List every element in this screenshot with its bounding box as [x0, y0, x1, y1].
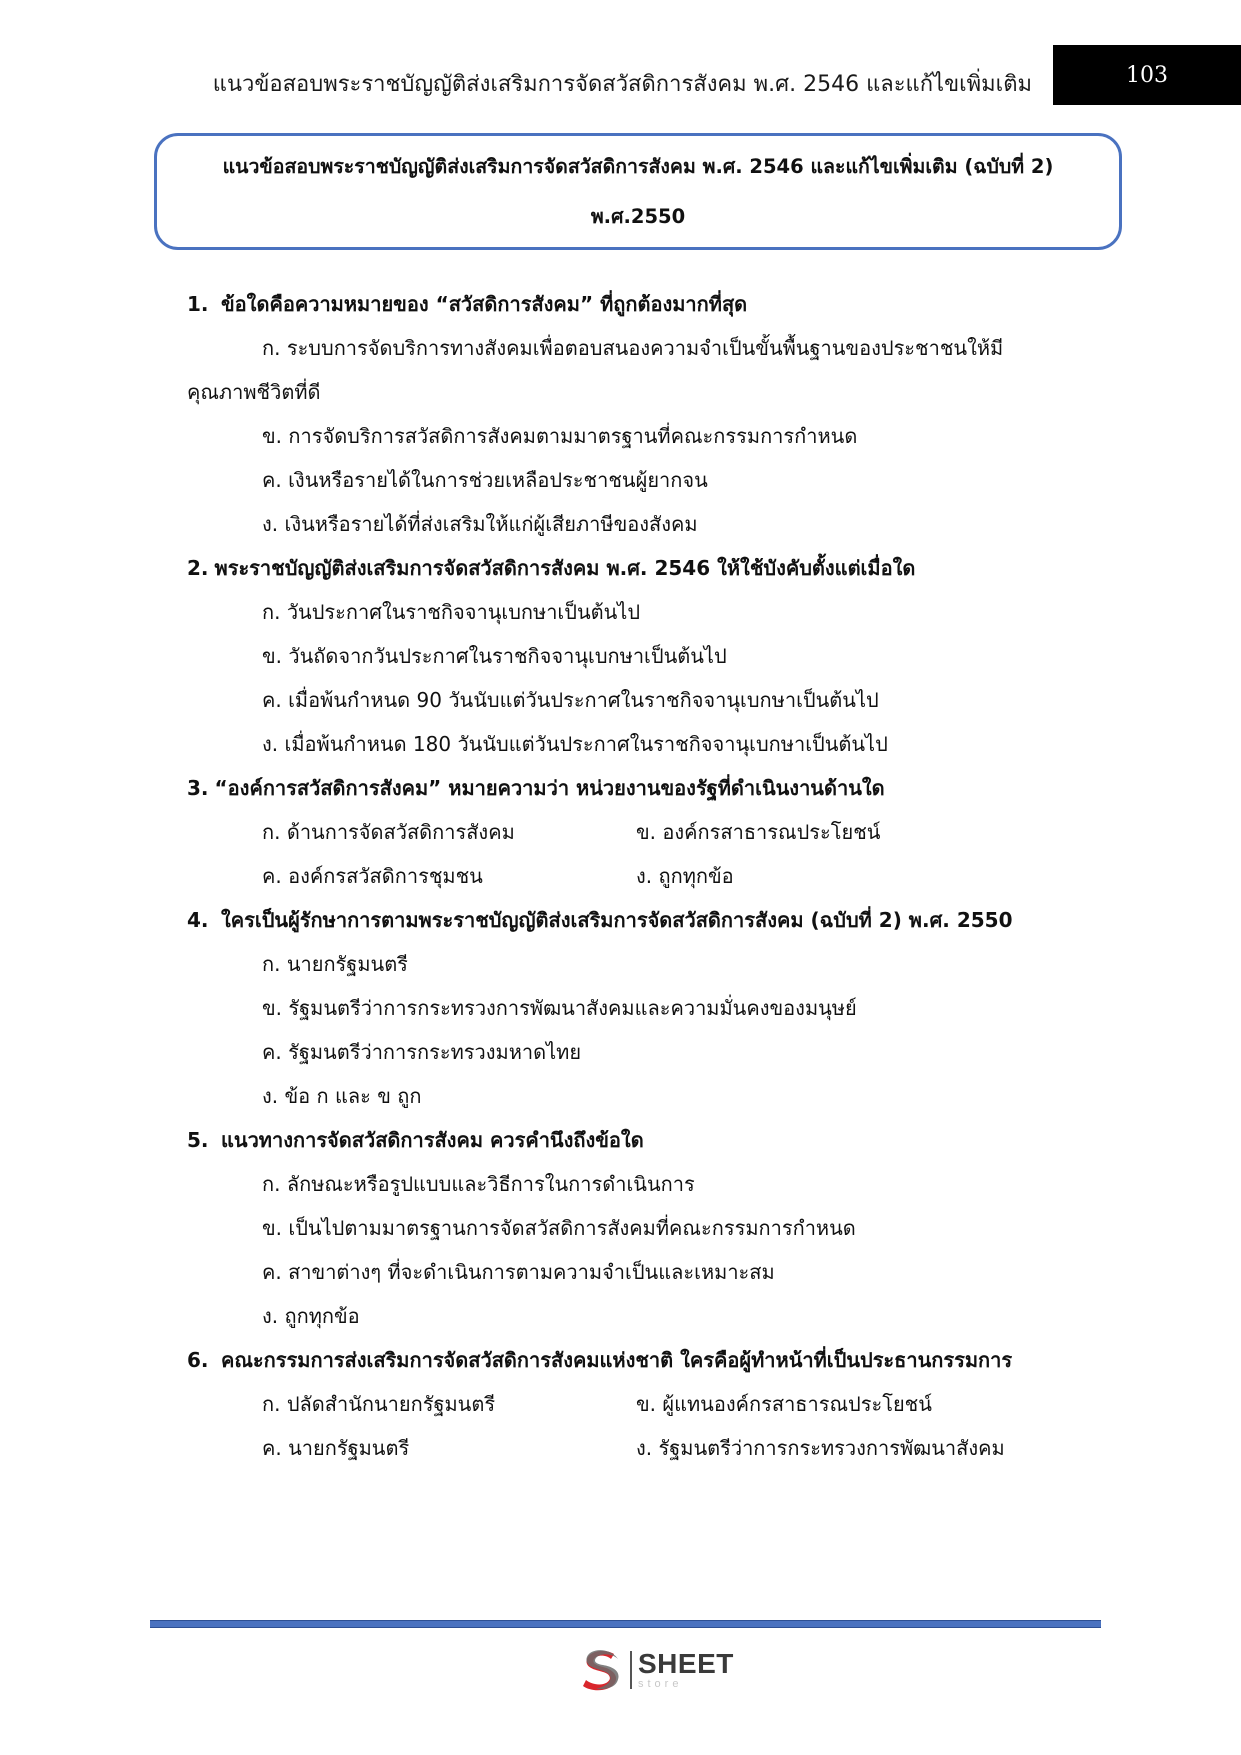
- title-line-1: แนวข้อสอบพระราชบัญญัติส่งเสริมการจัดสวัสดิการสังคม พ.ศ. 2546 และแก้ไขเพิ่มเติม (ฉบับที่ 2): [222, 154, 1054, 178]
- page-number: 103: [1126, 62, 1168, 88]
- option-b: ข. ผู้แทนองค์กรสาธารณประโยชน์: [636, 1392, 932, 1416]
- option-b: ข. วันถัดจากวันประกาศในราชกิจจานุเบกษาเป็นต้นไป: [262, 644, 727, 668]
- question-stem: ข้อใดคือความหมายของ “สวัสดิการสังคม” ที่ถูกต้องมากที่สุด: [221, 292, 748, 316]
- option-c: ค. สาขาต่างๆ ที่จะดำเนินการตามความจำเป็นและเหมาะสม: [262, 1260, 775, 1284]
- question-stem: พระราชบัญญัติส่งเสริมการจัดสวัสดิการสังคม พ.ศ. 2546 ให้ใช้บังคับตั้งแต่เมื่อใด: [214, 556, 916, 580]
- option-a: ก. วันประกาศในราชกิจจานุเบกษาเป็นต้นไป: [262, 600, 641, 624]
- question-6: [187, 1338, 1067, 1470]
- page-number-box: [1053, 45, 1241, 105]
- question-3: [187, 766, 1067, 898]
- option-c: ค. นายกรัฐมนตรี: [262, 1436, 410, 1460]
- option-row: [187, 1426, 1067, 1470]
- option-b: ข. องค์กรสาธารณประโยชน์: [636, 820, 881, 844]
- question-text: [187, 898, 1067, 942]
- title-line-2: พ.ศ.2550: [590, 204, 686, 228]
- title-box: [154, 133, 1122, 250]
- running-title: แนวข้อสอบพระราชบัญญัติส่งเสริมการจัดสวัสดิการสังคม พ.ศ. 2546 และแก้ไขเพิ่มเติม: [212, 72, 1032, 97]
- question-stem: แนวทางการจัดสวัสดิการสังคม ควรคำนึงถึงข้อใด: [221, 1128, 644, 1152]
- question-1: [187, 282, 1067, 546]
- option-d: ง. ถูกทุกข้อ: [262, 1304, 360, 1328]
- option-a: ก. ปลัดสำนักนายกรัฐมนตรี: [262, 1392, 496, 1416]
- question-number: 2.: [187, 556, 209, 580]
- question-stem: “องค์การสวัสดิการสังคม” หมายความว่า หน่วยงานของรัฐที่ดำเนินงานด้านใด: [214, 776, 885, 800]
- option-a-continuation: คุณภาพชีวิตที่ดี: [187, 380, 321, 404]
- option-b: ข. เป็นไปตามมาตรฐานการจัดสวัสดิการสังคมที่คณะกรรมการกำหนด: [262, 1216, 856, 1240]
- question-text: [187, 546, 1067, 590]
- question-stem: ใครเป็นผู้รักษาการตามพระราชบัญญัติส่งเสริมการจัดสวัสดิการสังคม (ฉบับที่ 2) พ.ศ. 2550: [221, 908, 1013, 932]
- option-a: ก. ด้านการจัดสวัสดิการสังคม: [262, 820, 515, 844]
- logo-subtext: store: [638, 1678, 683, 1690]
- option-c: ค. เมื่อพ้นกำหนด 90 วันนับแต่วันประกาศในราชกิจจานุเบกษาเป็นต้นไป: [262, 688, 879, 712]
- question-text: [187, 282, 1067, 326]
- option-d: ง. เงินหรือรายได้ที่ส่งเสริมให้แก่ผู้เสียภาษีของสังคม: [262, 512, 698, 536]
- sheetstore-s-logo-icon: [576, 1645, 626, 1695]
- question-number: 1.: [187, 292, 209, 316]
- sheetstore-logo: [576, 1644, 766, 1696]
- option-a: ก. ลักษณะหรือรูปแบบและวิธีการในการดำเนินการ: [262, 1172, 695, 1196]
- option-c: ค. รัฐมนตรีว่าการกระทรวงมหาดไทย: [262, 1040, 582, 1064]
- question-text: [187, 1338, 1067, 1382]
- question-text: [187, 766, 1067, 810]
- option-row: [187, 1382, 1067, 1426]
- option-b: ข. รัฐมนตรีว่าการกระทรวงการพัฒนาสังคมและความมั่นคงของมนุษย์: [262, 996, 857, 1020]
- question-number: 4.: [187, 908, 209, 932]
- question-number: 3.: [187, 776, 209, 800]
- question-number: 5.: [187, 1128, 209, 1152]
- option-row: [187, 810, 1067, 854]
- question-5: [187, 1118, 1067, 1338]
- question-number: 6.: [187, 1348, 209, 1372]
- option-c: ค. เงินหรือรายได้ในการช่วยเหลือประชาชนผู้ยากจน: [262, 468, 708, 492]
- option-d: ง. เมื่อพ้นกำหนด 180 วันนับแต่วันประกาศในราชกิจจานุเบกษาเป็นต้นไป: [262, 732, 888, 756]
- footer-divider: [150, 1620, 1101, 1628]
- option-a: ก. นายกรัฐมนตรี: [262, 952, 408, 976]
- option-row: [187, 854, 1067, 898]
- option-d: ง. ถูกทุกข้อ: [636, 864, 734, 888]
- logo-separator: [630, 1651, 632, 1689]
- question-text: [187, 1118, 1067, 1162]
- option-c: ค. องค์กรสวัสดิการชุมชน: [262, 864, 483, 888]
- option-d: ง. ข้อ ก และ ข ถูก: [262, 1084, 422, 1108]
- option-d: ง. รัฐมนตรีว่าการกระทรวงการพัฒนาสังคม: [636, 1436, 1005, 1460]
- logo-text: SHEET: [638, 1648, 734, 1679]
- question-list: [187, 282, 1067, 1470]
- question-2: [187, 546, 1067, 766]
- logo-wordmark: [638, 1650, 734, 1690]
- question-4: [187, 898, 1067, 1118]
- option-a: ก. ระบบการจัดบริการทางสังคมเพื่อตอบสนองความจำเป็นขั้นพื้นฐานของประชาชนให้มี: [262, 336, 1004, 360]
- option-b: ข. การจัดบริการสวัสดิการสังคมตามมาตรฐานที่คณะกรรมการกำหนด: [262, 424, 858, 448]
- question-stem: คณะกรรมการส่งเสริมการจัดสวัสดิการสังคมแห่งชาติ ใครคือผู้ทำหน้าที่เป็นประธานกรรมการ: [221, 1348, 1013, 1372]
